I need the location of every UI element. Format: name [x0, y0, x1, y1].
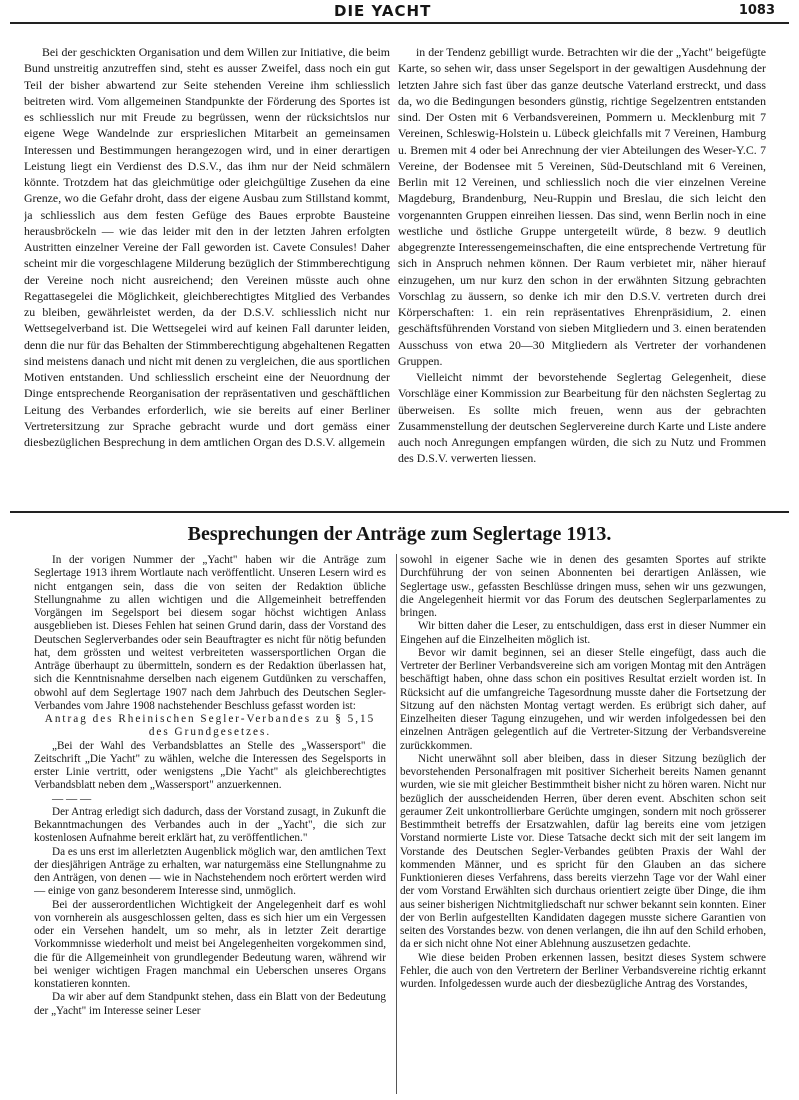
lower-right-column [400, 554, 766, 1094]
upper-left-column [24, 44, 390, 506]
header-rule [10, 22, 789, 24]
section-rule [10, 511, 789, 513]
paragraph: Bei der ausserordentlichen Wichtigkeit der Angelegenheit darf es wohl von vornherein als ausgeschlossen gelten, dass es sich hier um ein Vergessen oder ein Versehen handelt, um so mehr, als in letzter Zeit derartige Vorkommnisse wiederholt und meist bei Angelegenheiten vorgekommen sind, die für die Allgemeinheit von grundlegender Bedeutung waren, während wir bei weniger wichtigen Fragen manchmal ein Ueberschen unseres Organs konstatieren konnten. [34, 898, 386, 990]
paragraph: Bevor wir damit beginnen, sei an dieser Stelle eingefügt, dass auch die Vertreter der Berliner Verbandsvereine sich am vorigen Montag mit den Anträgen beschäftigt haben, ohne dass schon ein positives Resultat erzielt worden ist. In Rücksicht auf die umfangreiche Tagesordnung musste daher die Fortsetzung der Sitzung auf den nächsten Montag vertagt werden. Es erübrigt sich daher, auf Einzelheiten dieser Tagung einzugehen, und wir werden infolgedessen bei den einzelnen Anträgen gelegentlich auf die Vertreter-Sitzung der Verbandsvereine zurückkommen. [400, 646, 766, 752]
motion-heading: Antrag des Rheinischen Segler-Verbandes zu § 5,15 des Grundgesetzes. [44, 713, 376, 739]
page-number: 1083 [738, 3, 775, 18]
lower-left-column [34, 554, 386, 1094]
column-divider [396, 554, 397, 1094]
running-header [0, 2, 799, 22]
paragraph: In der vorigen Nummer der „Yacht" haben wir die Anträge zum Seglertage 1913 ihrem Wortlaute nach veröffentlicht. Unseren Lesern wird es nicht entgangen sein, dass die von seiten der Redaktion übliche Stellungnahme zu allen wichtigen und die Allgemeinheit betreffenden Vorgängen im Segelsport bei diesem sogar höchst wichtigen Anlass ausgeblieben ist. Dieses Fehlen hat seinen Grund darin, dass der Vorstand des Deutschen Seglerverbandes oder sein Beauftragter es nicht für nötig befunden hat, dem grössten und weitest verbreiteten wassersportlichen Organ die Anträge überhaupt zu übermitteln, sondern es der Redaktion überlassen hat, sich die Kenntnisnahme derselben nach eigenem Gutdünken zu verschaffen, obwohl auf dem Seglertage 1907 nach dem Jahrbuch des Deutschen Segler-Verbandes vom Jahre 1908 nachstehender Beschluss gefasst worden ist: [34, 554, 386, 712]
journal-title: DIE YACHT [334, 2, 432, 20]
paragraph: in der Tendenz gebilligt wurde. Betrachten wir die der „Yacht" beigefügte Karte, so sehen wir, dass unser Segelsport in der gewaltigen Ausdehnung der letzten Jahre sich fast über das ganze deutsche Vaterland erstreckt, und dass da, wo die Bedingungen besonders günstig, richtige Segelzentren entstanden sind. Der Osten mit 6 Verbandsvereinen, Pommern u. Mecklenburg mit 7 Vereinen, Schleswig-Holstein u. Lübeck gleichfalls mit 7 Vereinen, Hamburg u. Bremen mit 4 oder bei Anrechnung der vier Abteilungen des Weser-Y.C. 7 Vereine, der Bodensee mit 5 Vereinen, Süd-Deutschland mit 6 Vereinen, Berlin mit 12 Vereinen, und schliesslich noch die vier einzelnen Vereine Magdeburg, Brandenburg, Neu-Ruppin und Breslau, die sich leicht den vorgenannten Gruppen einreihen liessen. Das sind, wenn Berlin noch in eine westliche und östliche Gruppe untergeteilt würde, 8 bezw. 9 deutlich abgegrenzte Interessengemeinschaften, die eine entsprechende Vertretung für sich in Anspruch nehmen können. Der Raum verbietet mir, näher hierauf einzugehen, um nur kurz den schon in der erwähnten Sitzung gebrachten Vorschlag zu äussern, so denke ich mir den D.S.V. vertreten durch drei Körperschaften: 1. ein rein repräsentatives Ehrenpräsidium, 2. einen geschäftsführenden Vorstand von sieben Mitgliedern und 3. einen beratenden Ausschuss von etwa 20—30 Mitgliedern als Vertreter der vorhandenen Gruppen. [398, 45, 766, 368]
paragraph: Nicht unerwähnt soll aber bleiben, dass in dieser Sitzung bezüglich der bevorstehenden Personalfragen mit positiver Sicherheit bereits Namen genannt wurden, wie sie mit gleicher Bestimmtheit bisher nicht zu hören waren. Nicht nur bezüglich der ausscheidenden Herren, über deren event. Abschiten schon seit geraumer Zeit unkontrollierbare Gerüchte umgingen, sondern mit noch grösserer Bestimmtheit betreffs der Ersatzwahlen, dafür lag bereits eine vom jetzigen Vorstand normierte Liste vor. Diese Tatsache deckt sich mit der seit langem im Vorstande des Deutschen Segler-Verbandes geübten Praxis der Wahl der kommenden Männer, und es spricht für den Glauben an das sichere Funktionieren dieses Verfahrens, dass bereits vierzehn Tage vor der Wahl einer der vom Vorstand Erwählten sich durchaus orientiert zeigte über Dinge, die ihm aus seiner bisherigen Nichtmitgliedschaft nur schwer bekannt sein konnten. Einer der von Berlin aufgestellten Kandidaten dagegen musste sichere Garantien von seiten des Vorstandes bezw. von denen verlangen, die ihn auf den Schild erhoben, da er sich nicht ohne Not einer Ablehnung auszusetzen gedachte. [400, 752, 766, 951]
paragraph: sowohl in eigener Sache wie in denen des gesamten Sportes auf strikte Durchführung der von seinen Abonnenten bei derartigen Anlässen, wie Seglertage usw., gefassten Beschlüsse dringen muss, sehen wir uns gezwungen, die Angelegenheit hiermit vor das Forum des deutschen Seglerparlamentes zu bringen. [400, 554, 766, 619]
paragraph: Da wir aber auf dem Standpunkt stehen, dass ein Blatt von der Bedeutung der „Yacht" im Interesse seiner Leser [34, 991, 386, 1017]
upper-right-column [398, 44, 766, 506]
quoted-motion: „Bei der Wahl des Verbandsblattes an Stelle des „Wassersport" die Zeitschrift „Die Yacht" zu wählen, welche die Interessen des Segelsports in erster Linie vertritt, oder wenigstens „Die Yacht" als gleichberechtigtes Verbandsblatt neben dem „Wassersport" anzuerkennen. [34, 739, 386, 792]
paragraph: Da es uns erst im allerletzten Augenblick möglich war, den amtlichen Text der diesjährigen Anträge zu erhalten, war naturgemäss eine Stellungnahme zu den Anträgen, von denen — wie in Nachstehendem noch erörtert werden wird — einige von ganz besonderem Interesse sind, unmöglich. [34, 845, 386, 898]
paragraph: Wir bitten daher die Leser, zu entschuldigen, dass erst in dieser Nummer ein Eingehen auf die Einzelheiten möglich ist. [400, 620, 766, 646]
paragraph: Bei der geschickten Organisation und dem Willen zur Initiative, die beim Bund unstreitig anzutreffen sind, steht es ausser Zweifel, dass noch ein gut Teil der bisher abwartend zur Seite stehenden Vereine ihm schliesslich beitreten wird. Vom allgemeinen Standpunkte der Förderung des Sportes ist es schliesslich nur mit Freude zu begrüssen, wenn der rücksichtslos nur eigene Wege Wandelnde zur ersprieslichen Mitarbeit an gemeinsamen Interessen und Bestimmungen herangezogen wird, und in einer derartigen Leistung liegt ein Verdienst des D.S.V., das ihm nur der Neid schmälern könnte. Trotzdem hat das gleichmütige oder gleichgültige Zusehen da eine Grenze, wo die Gefahr droht, dass der eigene Ausbau zum Stillstand kommt, ja schliesslich aus dem festen Gefüge des Baues erprobte Bausteine herausbröckeln — wie das leider mit den in der letzten Jahren erfolgten Austritten einzelner Vereine der Fall geworden ist. Cavete Consules! Daher scheint mir die vorgeschlagene Milderung bezüglich der Stimmberechtigung der Vereine noch nicht ausreichend; den Vereinen müsste auch ohne Regattasegelei die Möglichkeit, gleichberechtigtes Mitglied des Verbandes zu bleiben, gewährleistet werden, da der D.S.V. schliesslich nicht nur Wettsegelverband ist. Die Wettsegelei wird auf keinen Fall darunter leiden, denn die nur für das Behalten der Stimmberechtigung abgehaltenen Regatten sind meistens danach und nicht mit denen zu vergleichen, die aus sportlichen Motiven entstanden. Und schliesslich erscheint eine der Neuordnung der Dinge entsprechende Reorganisation der repräsentativen und geschäftlichen Leitung des Verbandes erforderlich, wie sie bereits auf einer Berliner Vertretersitzung zur Sprache gebracht wurde und dort gemäss einer diesbezüglichen Besprechung in dem amtlichen Organ des D.S.V. allgemein [24, 45, 390, 449]
paragraph: Wie diese beiden Proben erkennen lassen, besitzt dieses System schwere Fehler, die auch von den Vertretern der Berliner Verbandsvereine richtig erkannt wurden. Infolgedessen wurde auch der diesbezügliche Antrag des Vorstandes, [400, 951, 766, 990]
paragraph: Vielleicht nimmt der bevorstehende Seglertag Gelegenheit, diese Vorschläge einer Kommission zur Bearbeitung für den nächsten Seglertag zu überweisen. Es sollte mich freuen, wenn aus der gebrachten Zusammenstellung der deutschen Seglervereine durch Karte und Liste andere auch noch Anregungen empfangen würden, die sich zu Nutz und Frommen des D.S.V. verwerten liessen. [398, 370, 766, 466]
paragraph: Der Antrag erledigt sich dadurch, dass der Vorstand zusagt, in Zukunft die Bekanntmachungen des Verbandes auch in der „Yacht", die sich zur kostenlosen Aufnahme bereit erklärt hat, zu veröffentlichen." [34, 805, 386, 845]
separator-dashes: — — — [52, 792, 92, 805]
section-title: Besprechungen der Anträge zum Seglertage 1913. [187, 523, 612, 545]
